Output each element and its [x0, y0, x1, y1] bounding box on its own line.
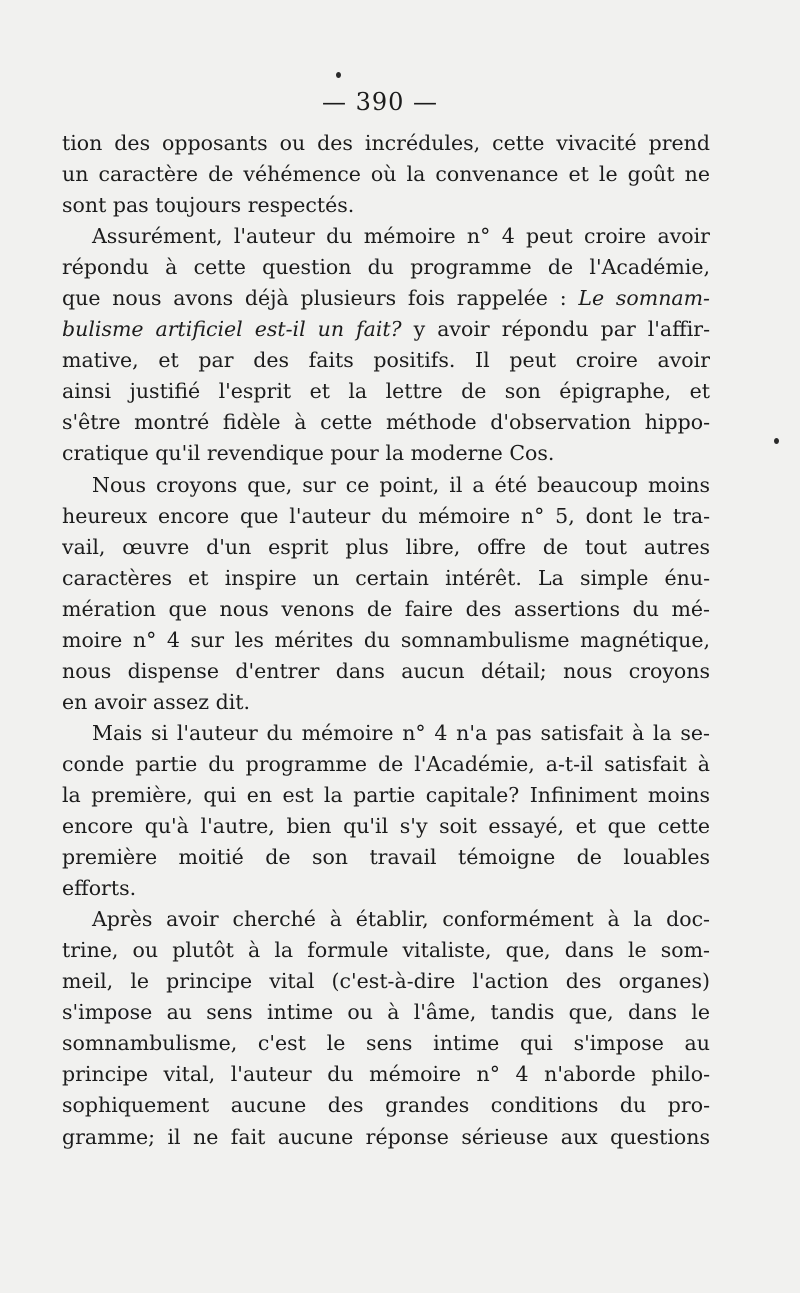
line-text: gramme; il ne fait aucune réponse sérieuse aux questions — [62, 1124, 710, 1149]
line-text: mération que nous venons de faire des assertions du mé- — [62, 596, 710, 621]
text-line — [62, 1090, 710, 1121]
ink-speck — [774, 438, 779, 444]
text-line — [62, 1028, 710, 1059]
text-line — [62, 687, 710, 718]
ink-speck — [336, 72, 341, 78]
text-line — [62, 345, 710, 376]
line-text: conde partie du programme de l'Académie, a-t-il satisfait à — [62, 751, 710, 776]
text-line — [62, 532, 710, 563]
line-text: trine, ou plutôt à la formule vitaliste, que, dans le som- — [62, 938, 710, 963]
text-line — [62, 1059, 710, 1090]
line-text: heureux encore que l'auteur du mémoire n° 5, dont le tra- — [62, 503, 710, 528]
text-line — [62, 159, 710, 190]
text-line — [62, 966, 710, 997]
line-text: sont pas toujours respectés. — [62, 193, 355, 218]
text-line — [62, 594, 710, 625]
body-text — [62, 128, 710, 1153]
line-text: principe vital, l'auteur du mémoire n° 4 n'aborde philo- — [62, 1062, 710, 1087]
text-line — [62, 501, 710, 532]
text-line — [62, 842, 710, 873]
line-text: moire n° 4 sur les mérites du somnambulisme magnétique, — [62, 627, 710, 652]
line-text: y avoir répondu par l'affir- — [401, 317, 710, 342]
line-text: caractères et inspire un certain intérêt. La simple énu- — [62, 565, 710, 590]
line-text: Mais si l'auteur du mémoire n° 4 n'a pas satisfait à la se- — [92, 720, 710, 745]
line-text: s'impose au sens intime ou à l'âme, tandis que, dans le — [62, 1000, 710, 1025]
line-text: première moitié de son travail témoigne de louables — [62, 845, 710, 870]
line-text: en avoir assez dit. — [62, 689, 251, 714]
line-italic-text: bulisme artificiel est-il un fait? — [62, 317, 402, 342]
text-line — [62, 283, 710, 314]
text-line — [62, 470, 710, 501]
line-text: Nous croyons que, sur ce point, il a été beaucoup moins — [92, 472, 710, 497]
text-line — [62, 563, 710, 594]
text-line — [62, 128, 710, 159]
line-text: efforts. — [62, 876, 137, 901]
text-line — [62, 811, 710, 842]
text-line — [62, 625, 710, 656]
text-line — [62, 438, 710, 469]
text-line — [62, 190, 710, 221]
line-text: répondu à cette question du programme de l'Académie, — [62, 255, 710, 280]
line-text: que nous avons déjà plusieurs fois rappelée : — [62, 286, 579, 311]
line-text: vail, œuvre d'un esprit plus libre, offre de tout autres — [62, 534, 710, 559]
line-text: la première, qui en est la partie capitale? Infiniment moins — [62, 782, 710, 807]
text-line — [62, 407, 710, 438]
text-line — [62, 314, 710, 345]
line-text: Après avoir cherché à établir, conformément à la doc- — [92, 907, 710, 932]
text-line — [62, 780, 710, 811]
line-text: un caractère de véhémence où la convenance et le goût ne — [62, 162, 710, 187]
text-line — [62, 873, 710, 904]
page-number: — 390 — — [321, 88, 439, 116]
text-line — [62, 252, 710, 283]
line-text: nous dispense d'entrer dans aucun détail; nous croyons — [62, 658, 710, 683]
text-line — [62, 749, 710, 780]
line-text: ainsi justifié l'esprit et la lettre de son épigraphe, et — [62, 379, 710, 404]
text-line — [62, 656, 710, 687]
text-line — [62, 1122, 710, 1153]
text-line — [62, 221, 710, 252]
text-line — [62, 376, 710, 407]
line-text: mative, et par des faits positifs. Il peut croire avoir — [62, 348, 710, 373]
line-text: somnambulisme, c'est le sens intime qui s'impose au — [62, 1031, 710, 1056]
line-text: encore qu'à l'autre, bien qu'il s'y soit essayé, et que cette — [62, 814, 710, 839]
line-text: sophiquement aucune des grandes conditions du pro- — [62, 1093, 710, 1118]
line-text: meil, le principe vital (c'est-à-dire l'action des organes) — [62, 969, 710, 994]
text-line — [62, 997, 710, 1028]
line-text: tion des opposants ou des incrédules, cette vivacité prend — [62, 131, 710, 155]
text-line — [62, 904, 710, 935]
text-line — [62, 718, 710, 749]
line-text: cratique qu'il revendique pour la moderne Cos. — [62, 441, 555, 466]
line-text: Assurément, l'auteur du mémoire n° 4 peut croire avoir — [92, 224, 710, 249]
line-text: s'être montré fidèle à cette méthode d'observation hippo- — [62, 410, 710, 435]
text-line — [62, 935, 710, 966]
line-italic-text: Le somnam- — [578, 286, 710, 311]
